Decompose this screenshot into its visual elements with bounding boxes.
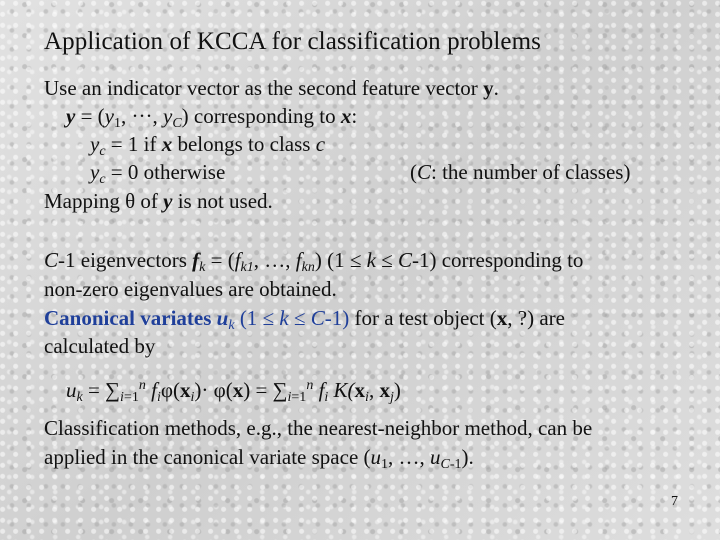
cls2-sC: C xyxy=(440,457,450,472)
mapping-line xyxy=(44,187,273,215)
eig-f: f xyxy=(192,248,200,272)
canon-C: C xyxy=(310,306,325,330)
canon-range-close: -1) xyxy=(324,306,350,330)
yC-sub: C xyxy=(172,116,182,131)
cls2-sCb: -1 xyxy=(449,457,462,472)
sum1-lower-var: i xyxy=(120,390,124,405)
eig-range-open: ) (1 ≤ xyxy=(314,248,367,272)
formula-x1: x xyxy=(179,378,191,402)
cls2-text: applied in the canonical variate space ( xyxy=(44,445,371,469)
eig-f1: f xyxy=(234,248,241,272)
canon-k: k xyxy=(228,318,235,333)
sum1-lower: =1 xyxy=(123,390,139,405)
cls2-dots: , …, xyxy=(388,445,431,469)
formula-fi1: i xyxy=(156,390,161,405)
eig-k2: k xyxy=(366,248,376,272)
eig-C: C xyxy=(44,248,59,272)
formula-k: k xyxy=(76,390,83,405)
eig-range-mid: ≤ xyxy=(375,248,398,272)
case2-eq: = 0 otherwise xyxy=(105,160,226,184)
case1-eq: = 1 if xyxy=(105,132,162,156)
eig-k: k xyxy=(199,260,206,275)
eig-range-close: -1) corresponding to xyxy=(411,248,584,272)
sum2-upper: n xyxy=(306,378,314,393)
formula-fi2: i xyxy=(324,390,329,405)
y-mid: , ···, xyxy=(121,104,163,128)
slide-title: Application of KCCA for classification problems xyxy=(44,28,541,55)
y-colon: : xyxy=(351,104,358,128)
sum2-lower: =1 xyxy=(291,390,307,405)
mapping-text: Mapping θ of xyxy=(44,189,164,213)
mapping-rest: is not used. xyxy=(172,189,273,213)
sum1-upper: n xyxy=(138,378,146,393)
canon-label: Canonical variates xyxy=(44,306,217,330)
case1-x: x xyxy=(161,132,173,156)
intro-line xyxy=(44,74,499,102)
case1-text: belongs to class xyxy=(172,132,316,156)
sum2-lower-var: i xyxy=(287,390,292,405)
formula-comma: , xyxy=(368,378,380,402)
eig-s1: k1 xyxy=(240,260,254,275)
canon-rest1: for a test object ( xyxy=(349,306,497,330)
eig-fn: f xyxy=(295,248,302,272)
canon-range-mid: ≤ xyxy=(288,306,311,330)
note-C: C xyxy=(417,160,432,184)
formula-K: K( xyxy=(328,378,355,402)
canon-u: u xyxy=(216,306,229,330)
formula-xi3: i xyxy=(365,390,369,405)
y-eq-open: = ( xyxy=(75,104,105,128)
note-open: ( xyxy=(410,160,417,184)
y1-var: y xyxy=(104,104,114,128)
cls2-s1: 1 xyxy=(381,457,389,472)
case1-y: y xyxy=(90,132,100,156)
case2-sub: c xyxy=(99,172,106,187)
formula-phi1: φ( xyxy=(160,378,180,402)
y-close: ) corresponding to xyxy=(181,104,341,128)
canon-range-open: (1 ≤ xyxy=(234,306,280,330)
formula-x3: x xyxy=(354,378,366,402)
yC-var: y xyxy=(162,104,173,128)
case1-sub: c xyxy=(99,144,106,159)
intro-end: . xyxy=(493,76,499,100)
eig-sn: kn xyxy=(301,260,315,275)
case1-c: c xyxy=(315,132,326,156)
eigenvalues-line: non-zero eigenvalues are obtained. xyxy=(44,277,337,301)
eig-dots: , …, xyxy=(253,248,296,272)
formula-xj: j xyxy=(389,390,394,405)
formula-close: ) xyxy=(393,378,401,402)
cls2-close: ). xyxy=(461,445,474,469)
cls2-u1: u xyxy=(370,445,382,469)
formula-xi1: i xyxy=(190,390,195,405)
intro-text: Use an indicator vector as the second feature vector xyxy=(44,76,484,100)
eig-text: -1 eigenvectors xyxy=(58,248,193,272)
formula-dot: )· φ( xyxy=(194,378,233,402)
classes-note xyxy=(410,158,630,186)
y-var: y xyxy=(66,104,76,128)
note-rest: : the number of classes) xyxy=(431,160,631,184)
eig-C2: C xyxy=(397,248,412,272)
formula-eq1: = ∑ xyxy=(82,378,121,402)
formula-eq2: ) = ∑ xyxy=(243,378,288,402)
classification-line-1: Classification methods, e.g., the nearest-neighbor method, can be xyxy=(44,416,593,440)
formula-f2: f xyxy=(313,378,325,402)
classification-line-2 xyxy=(44,443,474,479)
formula-line xyxy=(66,372,401,412)
y1-sub: 1 xyxy=(114,116,121,131)
canon-k2: k xyxy=(279,306,289,330)
case2-y: y xyxy=(90,160,100,184)
formula-x2: x xyxy=(232,378,244,402)
eig-eq: = ( xyxy=(205,248,235,272)
page-number: 7 xyxy=(671,494,678,509)
formula-u: u xyxy=(66,378,77,402)
canon-rest2: , ?) are xyxy=(507,306,565,330)
cls2-uC: u xyxy=(430,445,441,469)
intro-var: y xyxy=(483,76,494,100)
mapping-y: y xyxy=(163,189,173,213)
calculated-by-line: calculated by xyxy=(44,334,156,358)
formula-x4: x xyxy=(379,378,390,402)
canon-x: x xyxy=(496,306,508,330)
x-var: x xyxy=(340,104,352,128)
formula-f1: f xyxy=(145,378,157,402)
